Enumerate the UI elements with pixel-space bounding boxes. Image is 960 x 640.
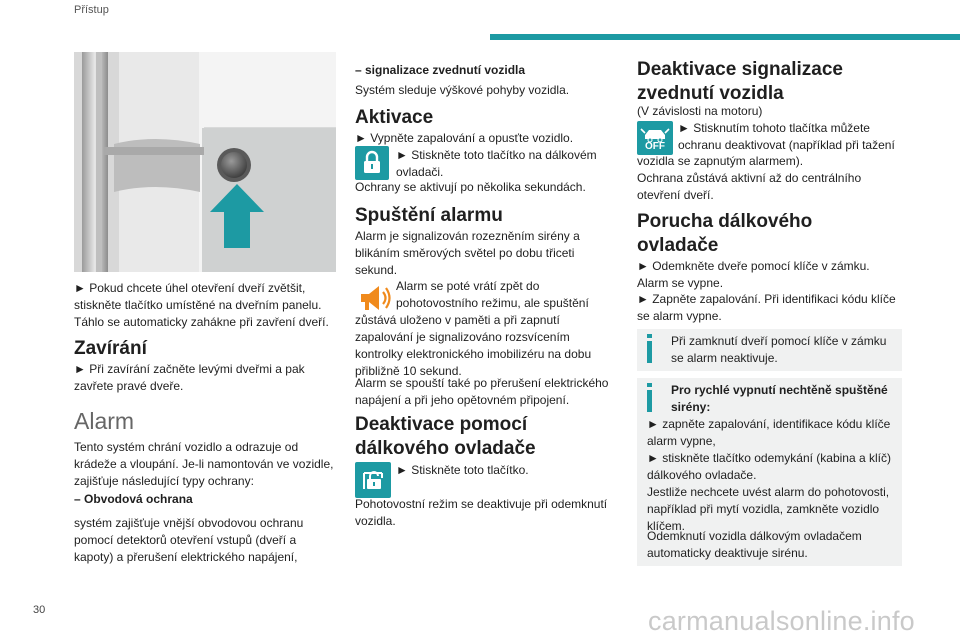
info-note-keylock	[637, 329, 902, 371]
zavirani-text: ► Při zavírání začněte levými dveřmi a pak zavřete pravé dveře.	[74, 362, 305, 393]
info1-text: Při zamknutí dveří pomocí klíče v zámku se alarm neaktivuje.	[671, 334, 887, 365]
deakt-tilt-note: (V závislosti na motoru)	[637, 104, 763, 118]
deakt-tilt-text: Ochrana zůstává aktivní až do centrálního otevření dveří.	[637, 171, 862, 202]
poruch-step1-b: Alarm se vypne.	[637, 276, 724, 290]
deakt-remote-heading-1: Deaktivace pomocí	[355, 414, 528, 435]
tilt-text: Systém sleduje výškové pohyby vozidla.	[355, 83, 570, 97]
deakt-tilt-step-a: ► Stisknutím tohoto tlačítka můžete	[678, 121, 870, 135]
tilt-heading: – signalizace zvednutí vozidla	[355, 63, 526, 77]
info-note-siren	[637, 378, 902, 566]
spusteni-text2: Alarm se spouští také po přerušení elektrického napájení a při jeho opětovném připojení.	[355, 376, 609, 407]
poruch-step2: ► Zapněte zapalování. Při identifikaci kódu klíče se alarm vypne.	[637, 292, 896, 323]
deakt-tilt-heading-2: zvednutí vozidla	[637, 83, 784, 104]
poruch-step1: ► Odemkněte dveře pomocí klíče v zámku.	[637, 259, 870, 273]
perimeter-heading: – Obvodová ochrana	[74, 492, 193, 506]
spusteni-text: Alarm je signalizován rozezněním sirény a blikáním směrových světel po dobu třiceti sekund.	[355, 229, 580, 277]
door-panel-illustration	[74, 52, 336, 272]
info2-title: Pro rychlé vypnutí nechtěně spuštěné sirény:	[671, 383, 888, 414]
perimeter-text: systém zajišťuje vnější obvodovou ochranu pomocí detektorů otevření vstupů (dveří a kapoty) a přerušení elektrického napájení,	[74, 516, 304, 564]
alarm-intro: Tento systém chrání vozidlo a odrazuje od krádeže a vloupání. Je-li namontován ve vozidle, zajišťuje následující typy ochrany:	[74, 440, 334, 488]
info2-text: Jestliže nechcete uvést alarm do pohotovosti, například při mytí vozidla, zamkněte vozidlo klíčem.	[647, 485, 890, 533]
spusteni-icon-b: pohotovostního režimu, ale spuštění	[396, 296, 589, 310]
page-number: 30	[33, 604, 46, 616]
zavirani-heading: Zavírání	[74, 338, 147, 359]
section-label: Přístup	[74, 4, 109, 16]
poruch-heading-1: Porucha dálkového	[637, 211, 813, 232]
deakt-remote-heading-2: dálkového ovladače	[355, 438, 536, 459]
alarm-horn-icon	[355, 280, 393, 316]
aktivace-step1: ► Vypněte zapalování a opusťte vozidlo.	[355, 131, 574, 145]
info2-step1: ► zapněte zapalování, identifikace kódu klíče alarm vypne,	[647, 417, 891, 448]
watermark: carmanualsonline.info	[648, 606, 915, 636]
lock-icon	[355, 146, 389, 180]
deakt-remote-text: Pohotovostní režim se deaktivuje při odemknutí vozidla.	[355, 497, 608, 528]
aktivace-heading: Aktivace	[355, 107, 434, 128]
deakt-tilt-step-c: vozidla se zapnutým alarmem).	[637, 154, 804, 168]
deakt-tilt-heading-1: Deaktivace signalizace	[637, 59, 843, 80]
tilt-off-icon	[637, 121, 673, 155]
aktivace-text: Ochrany se aktivují po několika sekundách.	[355, 180, 586, 194]
info-icon	[647, 334, 652, 338]
spusteni-heading: Spuštění alarmu	[355, 205, 503, 226]
spusteni-icon-a: Alarm se poté vrátí zpět do	[396, 279, 540, 293]
poruch-heading-2: ovladače	[637, 235, 719, 256]
open-angle-step: ► Pokud chcete úhel otevření dveří zvětšit, stiskněte tlačítko umístěné na dveřním panelu. Táhlo se automaticky zahákne při zavření dveří.	[74, 281, 329, 329]
aktivace-step2b: ovladači.	[396, 165, 444, 179]
info-icon	[647, 383, 652, 387]
header-accent-bar	[490, 34, 960, 40]
info2-text2: Odemknutí vozidla dálkovým ovladačem automaticky deaktivuje sirénu.	[647, 529, 862, 560]
spusteni-cont: zůstává uloženo v paměti a při zapnutí zapalování je signalizováno rozsvícením kontrolky elektronického imobilizéru na dobu přibližně 10 sekund.	[355, 313, 592, 378]
unlock-car-icon	[355, 462, 391, 498]
off-label: OFF	[645, 141, 665, 152]
alarm-heading: Alarm	[74, 408, 135, 434]
aktivace-step2a: ► Stiskněte toto tlačítko na dálkovém	[396, 148, 597, 162]
deakt-tilt-step-b: ochranu deaktivovat (například při tažení	[678, 138, 895, 152]
deakt-remote-step: ► Stiskněte toto tlačítko.	[396, 463, 529, 477]
info2-step2: ► stiskněte tlačítko odemykání (kabina a klíč) dálkového ovladače.	[647, 451, 891, 482]
